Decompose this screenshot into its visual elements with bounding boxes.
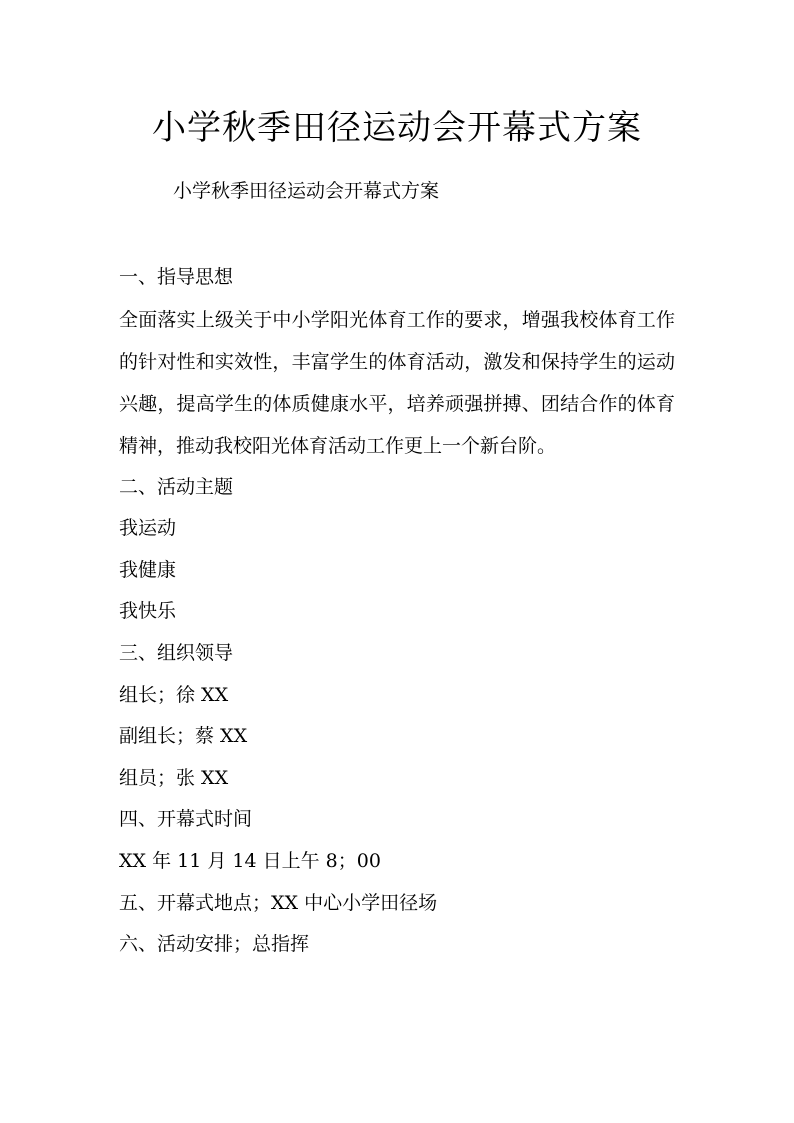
section-heading-opening-time: 四、开幕式时间	[119, 808, 253, 831]
document-title: 小学秋季田径运动会开幕式方案	[152, 108, 642, 148]
section-opening-location: 五、开幕式地点；XX 中心小学田径场	[119, 891, 438, 914]
opening-time-value: XX 年 11 月 14 日上午 8；00	[119, 849, 381, 872]
section-activity-arrangement: 六、活动安排；总指挥	[119, 933, 310, 956]
list-item: 我运动	[119, 517, 177, 540]
section-heading-guiding-ideology: 一、指导思想	[119, 266, 234, 288]
list-item: 副组长；蔡 XX	[119, 725, 248, 748]
list-item: 组员；张 XX	[119, 766, 229, 789]
section-heading-organization: 三、组织领导	[119, 641, 234, 664]
document-body	[119, 257, 679, 966]
section-heading-activity-theme: 二、活动主题	[119, 475, 234, 498]
section-body-guiding-ideology: 全面落实上级关于中小学阳光体育工作的要求，增强我校体育工作的针对性和实效性，丰富学生的体育活动，激发和保持学生的运动兴趣，提高学生的体质健康水平，培养顽强拼搏、团结合作的体育精神，推动我校阳光体育活动工作更上一个新台阶。	[119, 308, 675, 457]
list-item: 我快乐	[119, 600, 177, 623]
list-item: 组长；徐 XX	[119, 683, 229, 706]
list-item: 我健康	[119, 558, 177, 581]
document-subtitle: 小学秋季田径运动会开幕式方案	[173, 180, 440, 202]
